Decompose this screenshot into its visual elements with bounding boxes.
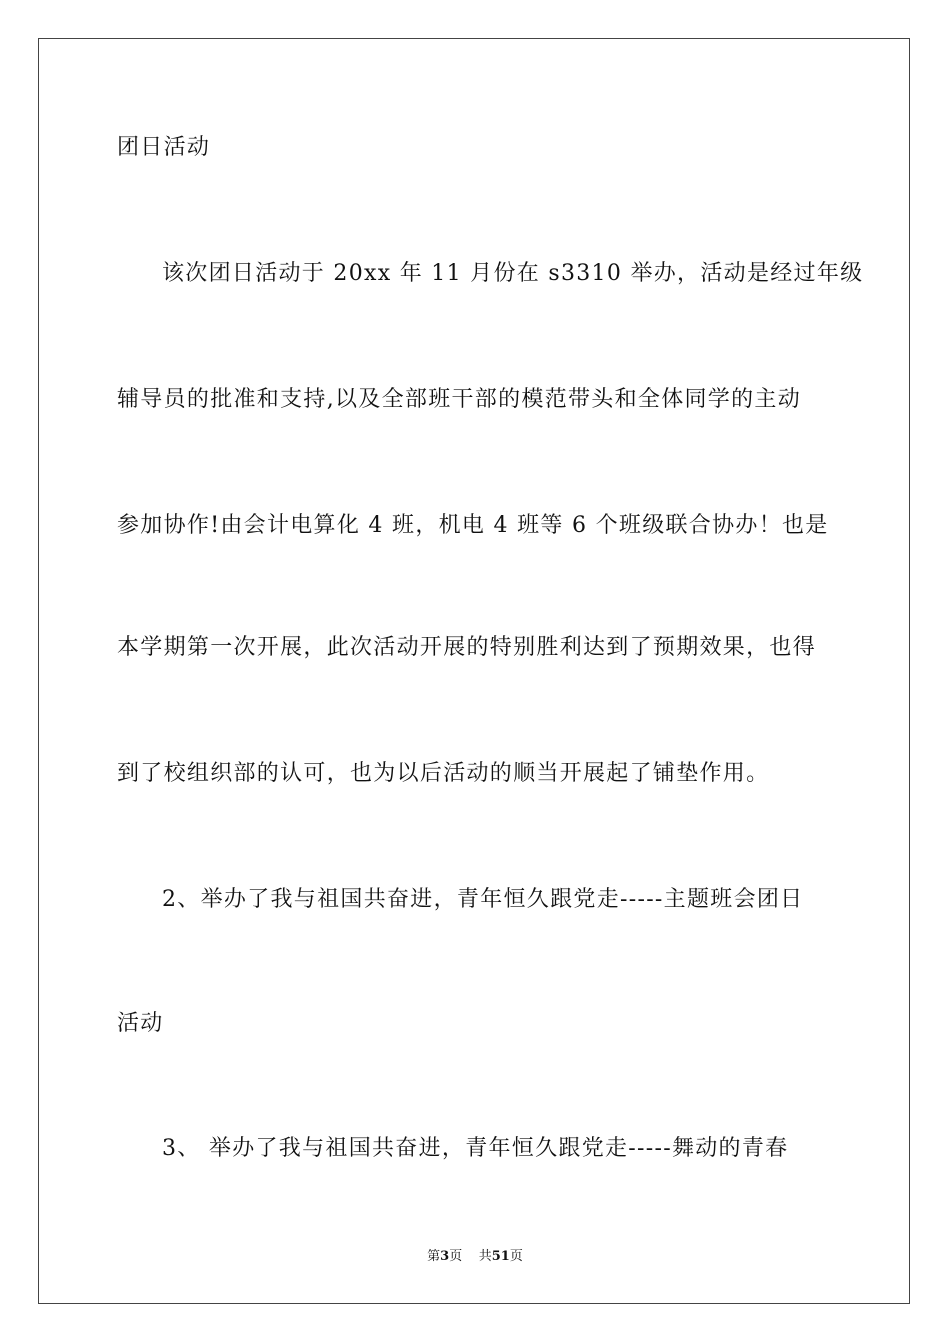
footer-page-number: 3 — [440, 1249, 450, 1264]
footer-total-pages: 51 — [491, 1249, 510, 1264]
text-line-8: 活动 — [117, 1011, 164, 1036]
text-line-4: 参加协作!由会计电算化 4 班，机电 4 班等 6 个班级联合协办！也是 — [117, 513, 829, 538]
text-line-6: 到了校组织部的认可，也为以后活动的顺当开展起了铺垫作用。 — [117, 761, 770, 786]
text-line-2: 该次团日活动于 20xx 年 11 月份在 s3310 举办，活动是经过年级 — [162, 261, 864, 286]
footer-suffix: 页 — [509, 1249, 523, 1264]
page-footer — [0, 1248, 950, 1266]
text-line-3: 辅导员的批准和支持,以及全部班干部的模范带头和全体同学的主动 — [117, 387, 801, 412]
text-line-5: 本学期第一次开展，此次活动开展的特别胜利达到了预期效果，也得 — [117, 635, 817, 660]
text-line-1: 团日活动 — [117, 135, 211, 160]
footer-middle: 页 共 — [449, 1249, 492, 1264]
page-border — [38, 38, 910, 1304]
footer-prefix: 第 — [427, 1249, 441, 1264]
text-line-7: 2、举办了我与祖国共奋进，青年恒久跟党走-----主题班会团日 — [162, 887, 804, 912]
text-line-9: 3、 举办了我与祖国共奋进，青年恒久跟党走-----舞动的青春 — [162, 1136, 789, 1161]
